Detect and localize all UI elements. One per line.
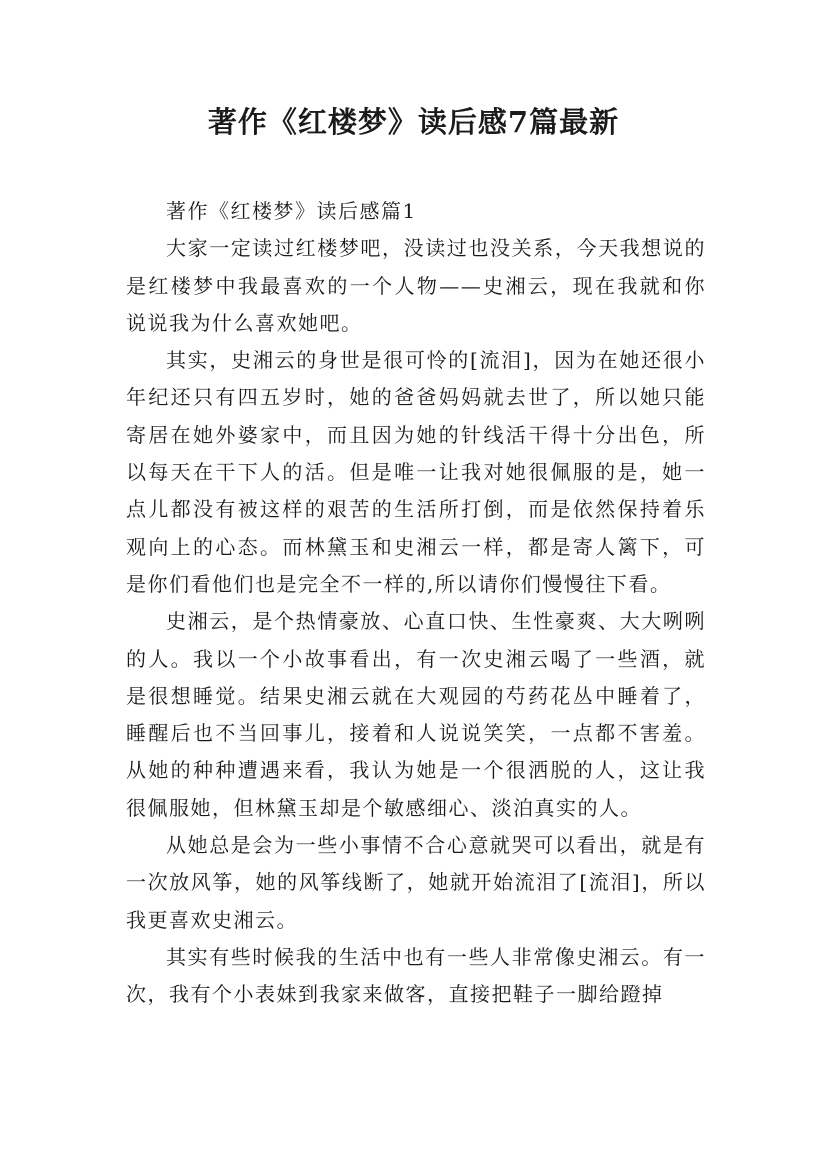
paragraph-3: 史湘云，是个热情豪放、心直口快、生性豪爽、大大咧咧的人。我以一个小故事看出，有一次史湘云喝了一些酒，就是很想睡觉。结果史湘云就在大观园的芍药花丛中睡着了，睡醒后也不当回事儿，接着和人说说笑笑，一点都不害羞。从她的种种遭遇来看，我认为她是一个很洒脱的人，这让我很佩服她，但林黛玉却是个敏感细心、淡泊真实的人。 — [126, 609, 706, 820]
paragraph-4: 从她总是会为一些小事情不合心意就哭可以看出，就是有一次放风筝，她的风筝线断了，她就开始流泪了[流泪]，所以我更喜欢史湘云。 — [126, 833, 706, 932]
paragraph-5: 其实有些时候我的生活中也有一些人非常像史湘云。有一次，我有个小表妹到我家来做客，直接把鞋子一脚给蹬掉 — [126, 944, 706, 1007]
document-body — [126, 193, 706, 1014]
document-title: 著作《红楼梦》读后感7篇最新 — [207, 105, 620, 139]
section-heading: 著作《红楼梦》读后感篇1 — [166, 199, 417, 223]
paragraph-2: 其实，史湘云的身世是很可怜的[流泪]，因为在她还很小年纪还只有四五岁时，她的爸爸妈妈就去世了，所以她只能寄居在她外婆家中，而且因为她的针线活干得十分出色，所以每天在干下人的活。但是唯一让我对她很佩服的是，她一点儿都没有被这样的艰苦的生活所打倒，而是依然保持着乐观向上的心态。而林黛玉和史湘云一样，都是寄人篱下，可是你们看他们也是完全不一样的,所以请你们慢慢往下看。 — [126, 348, 706, 596]
paragraph-1: 大家一定读过红楼梦吧，没读过也没关系，今天我想说的是红楼梦中我最喜欢的一个人物——史湘云，现在我就和你说说我为什么喜欢她吧。 — [126, 236, 706, 335]
